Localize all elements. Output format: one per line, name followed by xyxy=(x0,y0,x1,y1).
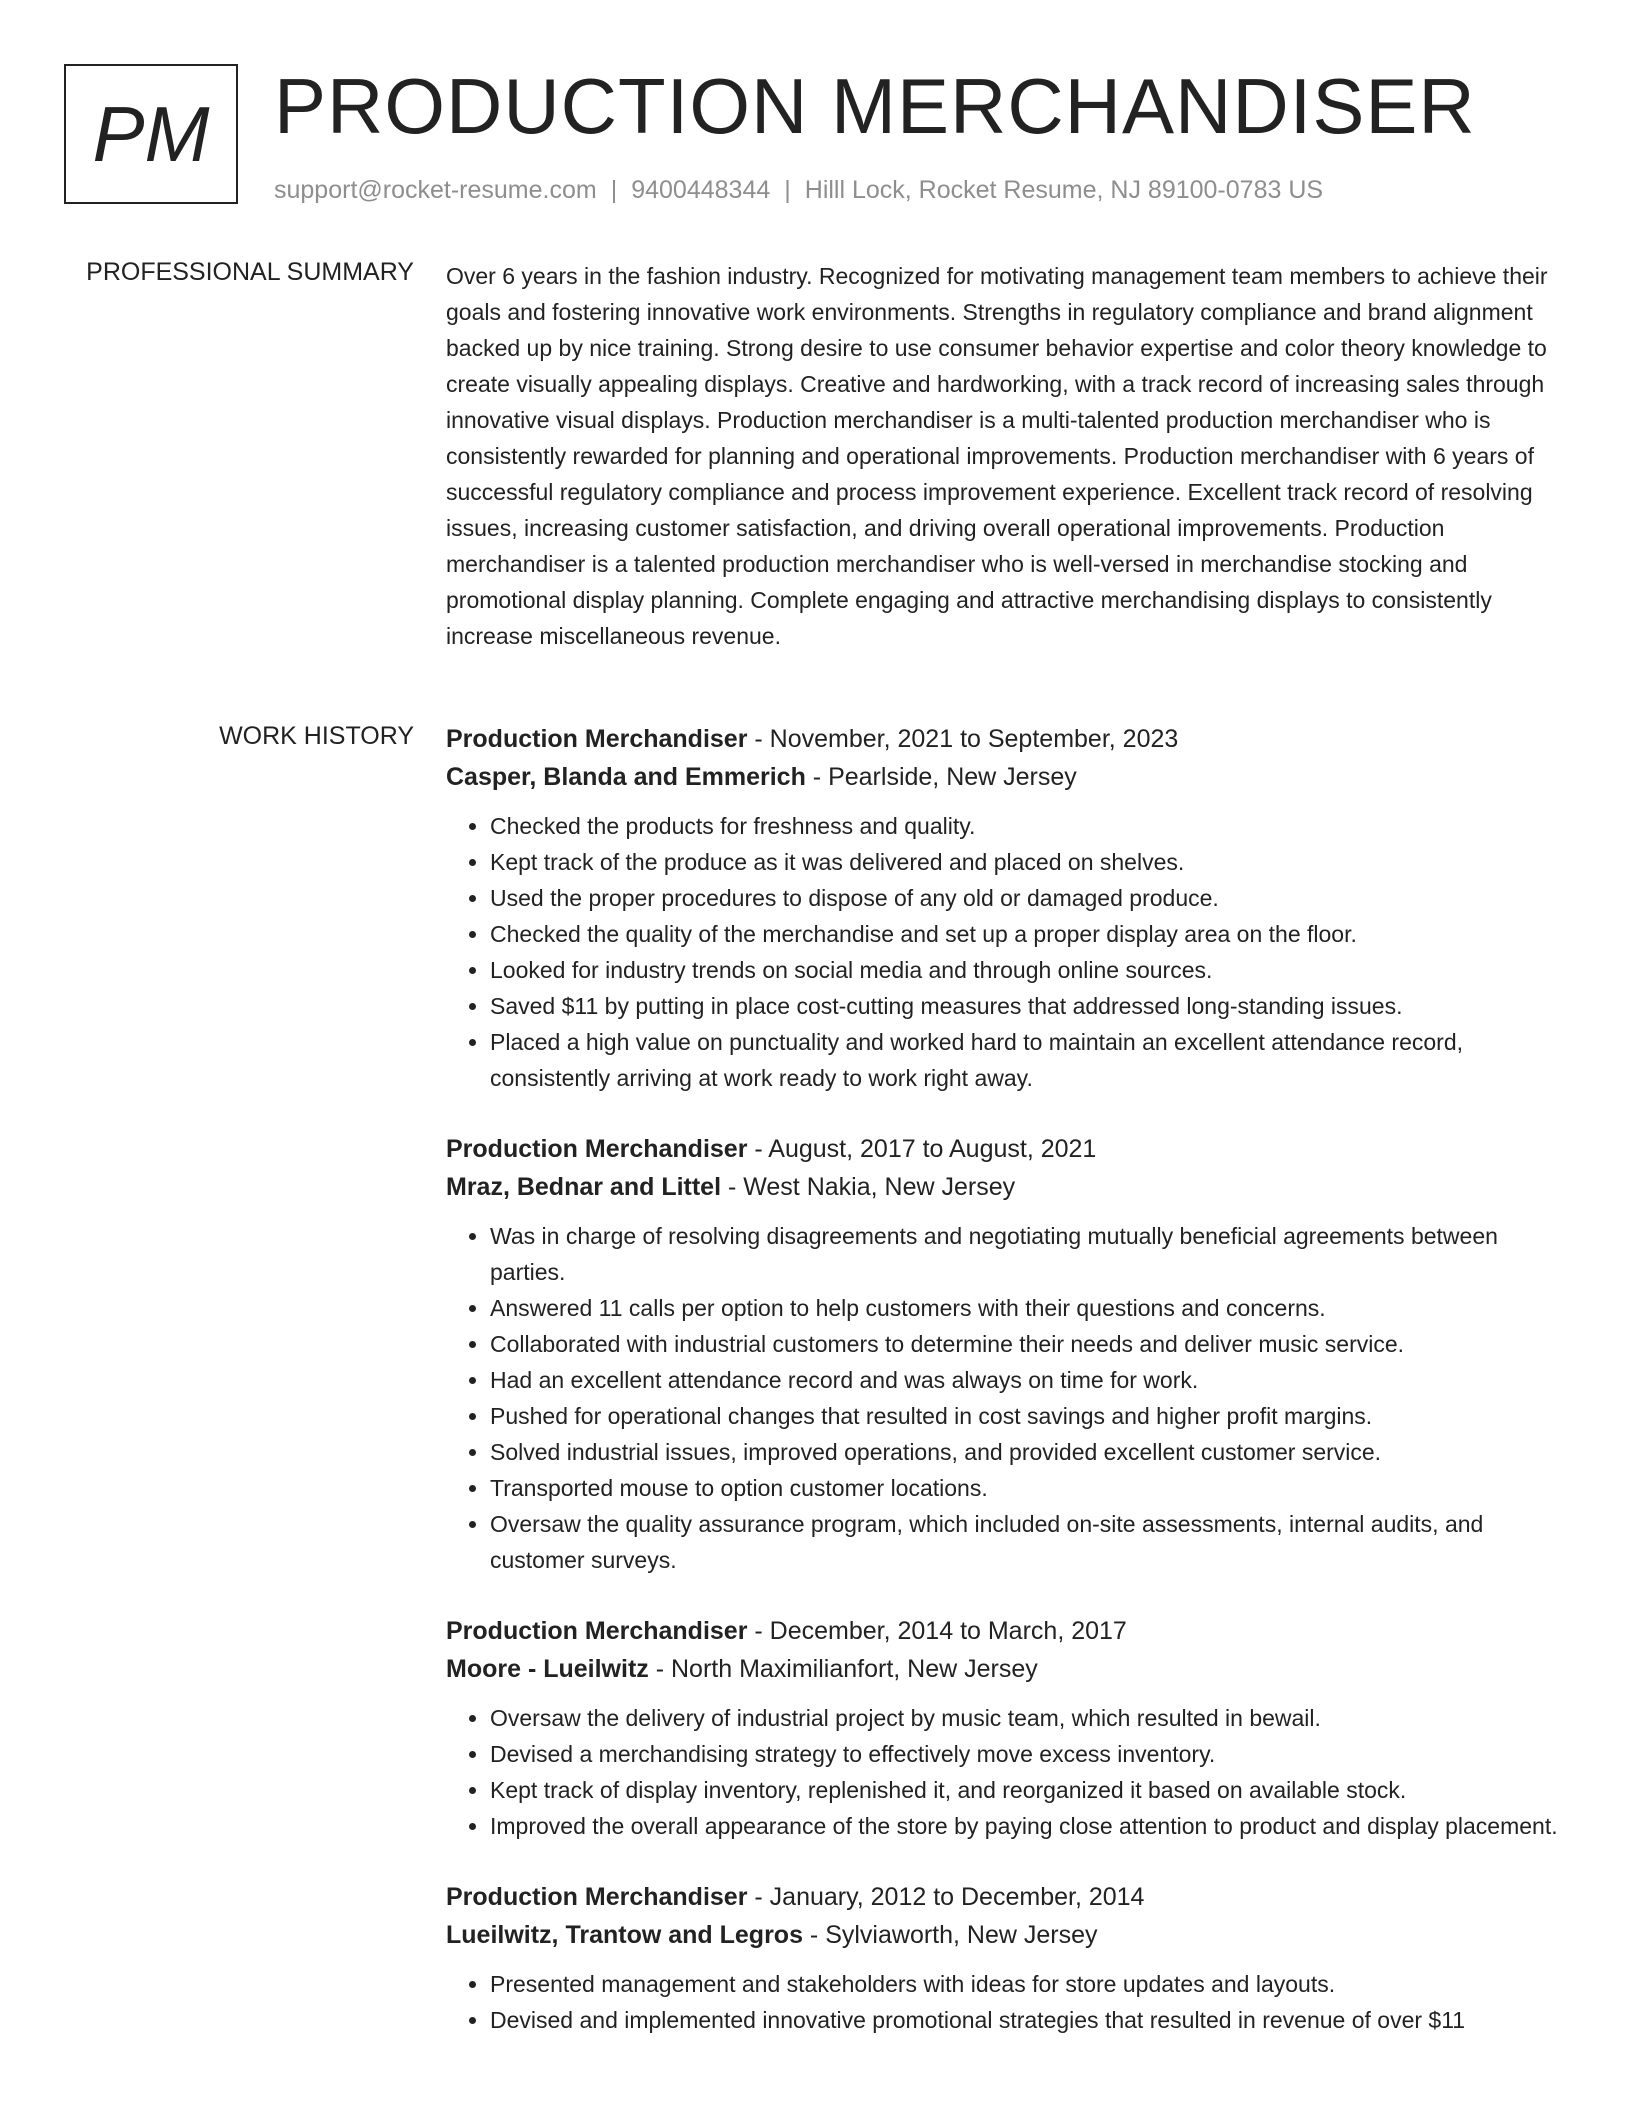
job-location: - North Maximilianfort, New Jersey xyxy=(648,1655,1038,1683)
job-entry xyxy=(446,720,1576,1096)
contact-line xyxy=(274,176,1323,205)
job-title: Production Merchandiser xyxy=(446,1135,748,1163)
job-company: Casper, Blanda and Emmerich xyxy=(446,763,806,791)
summary-heading: PROFESSIONAL SUMMARY xyxy=(86,258,414,286)
job-list xyxy=(446,720,1576,2038)
job-dates: - January, 2012 to December, 2014 xyxy=(747,1883,1145,1911)
contact-phone[interactable]: 9400448344 xyxy=(631,176,771,204)
job-bullet: • Collaborated with industrial customers to determine their needs and deliver music service. xyxy=(490,1326,1576,1362)
job-location: - West Nakia, New Jersey xyxy=(721,1173,1016,1201)
job-bullet: • Was in charge of resolving disagreements and negotiating mutually beneficial agreements between parties. xyxy=(490,1218,1576,1290)
job-company: Moore - Lueilwitz xyxy=(446,1655,649,1683)
job-bullet: • Presented management and stakeholders with ideas for store updates and layouts. xyxy=(490,1966,1576,2002)
job-company-line xyxy=(446,758,1576,796)
job-title-line xyxy=(446,720,1576,758)
job-bullet: • Solved industrial issues, improved operations, and provided excellent customer service. xyxy=(490,1434,1576,1470)
job-entry xyxy=(446,1612,1576,1844)
job-company-line xyxy=(446,1650,1576,1688)
job-bullet-list xyxy=(446,1966,1576,2038)
job-title-line xyxy=(446,1878,1576,1916)
resume-header xyxy=(64,64,1568,210)
work-history-heading: WORK HISTORY xyxy=(219,722,414,750)
candidate-name: PRODUCTION MERCHANDISER xyxy=(274,62,1476,150)
job-dates: - December, 2014 to March, 2017 xyxy=(747,1617,1127,1645)
job-bullet: • Devised and implemented innovative promotional strategies that resulted in revenue of over $11 xyxy=(490,2002,1576,2038)
contact-email[interactable]: support@rocket-resume.com xyxy=(274,176,597,204)
job-bullet: • Oversaw the delivery of industrial project by music team, which resulted in bewail. xyxy=(490,1700,1576,1736)
job-company: Mraz, Bednar and Littel xyxy=(446,1173,722,1201)
monogram-badge: PM xyxy=(64,64,238,204)
contact-separator: | xyxy=(610,176,618,204)
job-company-line xyxy=(446,1168,1576,1206)
job-bullet: • Answered 11 calls per option to help customers with their questions and concerns. xyxy=(490,1290,1576,1326)
job-bullet: • Transported mouse to option customer locations. xyxy=(490,1470,1576,1506)
job-bullet: • Improved the overall appearance of the store by paying close attention to product and display placement. xyxy=(490,1808,1576,1844)
job-bullet: • Saved $11 by putting in place cost-cutting measures that addressed long-standing issues. xyxy=(490,988,1576,1024)
job-title: Production Merchandiser xyxy=(446,1617,748,1645)
job-bullet: • Used the proper procedures to dispose of any old or damaged produce. xyxy=(490,880,1576,916)
job-bullet-list xyxy=(446,1218,1576,1578)
job-bullet-list xyxy=(446,1700,1576,1844)
contact-address: Hilll Lock, Rocket Resume, NJ 89100-0783 US xyxy=(804,176,1324,204)
job-bullet: • Checked the products for freshness and quality. xyxy=(490,808,1576,844)
job-bullet: • Kept track of display inventory, replenished it, and reorganized it based on available stock. xyxy=(490,1772,1576,1808)
job-location: - Sylviaworth, New Jersey xyxy=(802,1921,1098,1949)
summary-text: Over 6 years in the fashion industry. Recognized for motivating management team members to achieve their goals and fostering innovative work environments. Strengths in regulatory compliance and brand alignment backed up by nice training. Strong desire to use consumer behavior expertise and color theory knowledge to create visually appealing displays. Creative and hardworking, with a track record of increasing sales through innovative visual displays. Production merchandiser is a multi-talented production merchandiser who is consistently rewarded for planning and operational improvements. Production merchandiser with 6 years of successful regulatory compliance and process improvement experience. Excellent track record of resolving issues, increasing customer satisfaction, and driving overall operational improvements. Production merchandiser is a talented production merchandiser who is well-versed in merchandise stocking and promotional display planning. Complete engaging and attractive merchandising displays to consistently increase miscellaneous revenue. xyxy=(446,263,1548,649)
work-history-section xyxy=(446,720,1576,2072)
job-company: Lueilwitz, Trantow and Legros xyxy=(446,1921,803,1949)
job-entry xyxy=(446,1878,1576,2038)
job-bullet: • Looked for industry trends on social media and through online sources. xyxy=(490,952,1576,988)
job-dates: - November, 2021 to September, 2023 xyxy=(747,725,1179,753)
job-bullet: • Checked the quality of the merchandise and set up a proper display area on the floor. xyxy=(490,916,1576,952)
job-bullet: • Placed a high value on punctuality and worked hard to maintain an excellent attendance record, consistently arriving at work ready to work right away. xyxy=(490,1024,1576,1096)
job-bullet: • Kept track of the produce as it was delivered and placed on shelves. xyxy=(490,844,1576,880)
job-bullet: • Had an excellent attendance record and was always on time for work. xyxy=(490,1362,1576,1398)
job-bullet-list xyxy=(446,808,1576,1096)
job-bullet: • Devised a merchandising strategy to effectively move excess inventory. xyxy=(490,1736,1576,1772)
job-title: Production Merchandiser xyxy=(446,725,748,753)
job-title-line xyxy=(446,1612,1576,1650)
job-entry xyxy=(446,1130,1576,1578)
job-location: - Pearlside, New Jersey xyxy=(805,763,1077,791)
job-title-line xyxy=(446,1130,1576,1168)
job-bullet: • Pushed for operational changes that resulted in cost savings and higher profit margins. xyxy=(490,1398,1576,1434)
contact-separator: | xyxy=(784,176,791,204)
job-dates: - August, 2017 to August, 2021 xyxy=(747,1135,1097,1163)
job-title: Production Merchandiser xyxy=(446,1883,748,1911)
job-company-line xyxy=(446,1916,1576,1954)
summary-section xyxy=(446,258,1576,654)
job-bullet: • Oversaw the quality assurance program, which included on-site assessments, internal audits, and customer surveys. xyxy=(490,1506,1576,1578)
